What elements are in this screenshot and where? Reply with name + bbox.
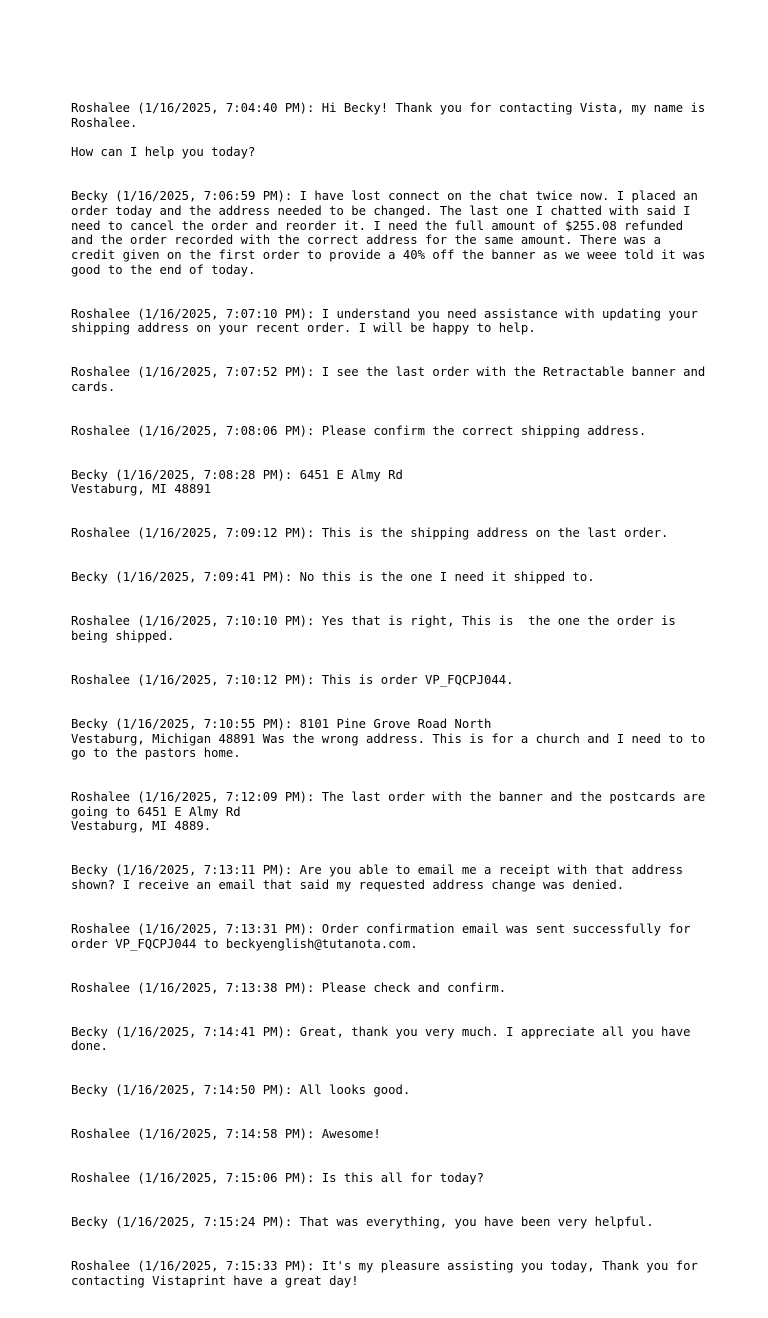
chat-message: Becky (1/16/2025, 7:08:28 PM): 6451 E Almy Rd Vestaburg, MI 48891: [71, 467, 403, 497]
chat-message: Roshalee (1/16/2025, 7:07:52 PM): I see the last order with the Retractable banner and cards.: [71, 365, 713, 394]
chat-message: Roshalee (1/16/2025, 7:14:58 PM): Awesome!: [71, 1127, 381, 1142]
chat-message: Roshalee (1/16/2025, 7:15:33 PM): It's my pleasure assisting you today, Thank you for contacting Vistaprint have a great day!: [71, 1259, 706, 1288]
chat-message: Becky (1/16/2025, 7:15:24 PM): That was everything, you have been very helpful.: [71, 1215, 654, 1230]
chat-message: Roshalee (1/16/2025, 7:10:12 PM): This is order VP_FQCPJ044.: [71, 672, 514, 687]
chat-message: Roshalee (1/16/2025, 7:09:12 PM): This is the shipping address on the last order.: [71, 526, 669, 541]
chat-message: Roshalee (1/16/2025, 7:04:40 PM): Hi Becky! Thank you for contacting Vista, my name is Roshalee. How can I help you today?: [71, 101, 706, 160]
chat-message: Roshalee (1/16/2025, 7:08:06 PM): Please confirm the correct shipping address.: [71, 423, 647, 438]
chat-message: Becky (1/16/2025, 7:09:41 PM): No this is the one I need it shipped to.: [71, 570, 595, 585]
chat-message: Becky (1/16/2025, 7:13:11 PM): Are you able to email me a receipt with that address shown? I receive an email that said my requested address change was denied.: [71, 863, 691, 893]
chat-message: Roshalee (1/16/2025, 7:13:31 PM): Order confirmation email was sent successfully for order VP_FQCPJ044 to beckyenglish@tutanota.com.: [71, 922, 698, 951]
chat-transcript: [71, 72, 711, 1318]
chat-message: Becky (1/16/2025, 7:14:50 PM): All looks good.: [71, 1083, 411, 1098]
chat-message: Roshalee (1/16/2025, 7:10:10 PM): Yes that is right, This is the one the order is being shipped.: [71, 614, 684, 643]
chat-message: Becky (1/16/2025, 7:10:55 PM): 8101 Pine Grove Road North Vestaburg, Michigan 48891 Was the wrong address. This is for a church and I need to to go to the pastors home.: [71, 716, 706, 761]
transcript-page: [71, 72, 711, 1318]
chat-message: Roshalee (1/16/2025, 7:13:38 PM): Please check and confirm.: [71, 980, 507, 995]
chat-message: Roshalee (1/16/2025, 7:15:06 PM): Is this all for today?: [71, 1171, 485, 1186]
chat-message: Becky (1/16/2025, 7:14:41 PM): Great, thank you very much. I appreciate all you have done.: [71, 1024, 698, 1054]
chat-message: Roshalee (1/16/2025, 7:07:10 PM): I understand you need assistance with updating your shipping address on your recent order. I will be happy to help.: [71, 306, 706, 336]
chat-message: Roshalee (1/16/2025, 7:12:09 PM): The last order with the banner and the postcards are going to 6451 E Almy Rd Vestaburg, MI 4889.: [71, 790, 706, 834]
chat-message: Becky (1/16/2025, 7:06:59 PM): I have lost connect on the chat twice now. I placed an order today and the address needed to be changed. The last one I chatted with said I need to cancel the order and reorder it. I need the full amount of $255.08 refunded and the order recorded with the correct address for the same amount. There was a credit given on the first order to provide a 40% off the banner as we weee told it was good to the end of today.: [71, 189, 713, 277]
